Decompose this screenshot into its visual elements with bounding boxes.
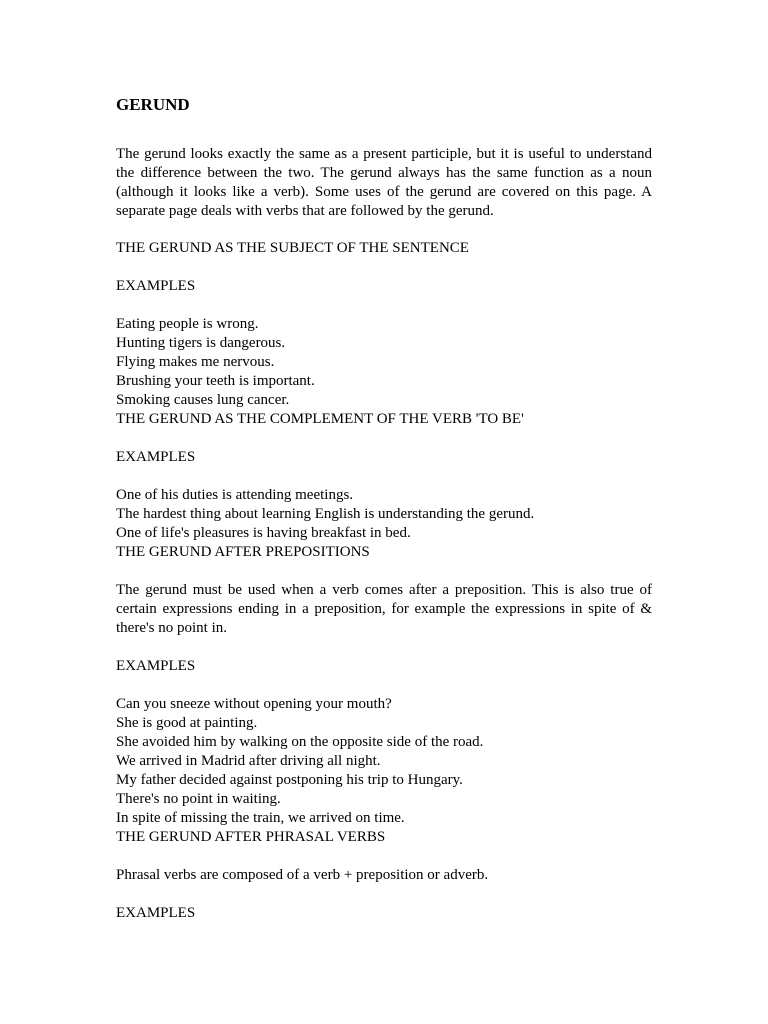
example-line: She avoided him by walking on the opposite side of the road. bbox=[116, 734, 484, 750]
examples-label: EXAMPLES bbox=[116, 449, 196, 465]
example-line: She is good at painting. bbox=[116, 715, 258, 731]
example-line: Brushing your teeth is important. bbox=[116, 373, 315, 389]
example-line: The hardest thing about learning English is understanding the gerund. bbox=[116, 506, 535, 522]
examples-label: EXAMPLES bbox=[116, 905, 196, 921]
example-line: One of life's pleasures is having breakfast in bed. bbox=[116, 525, 411, 541]
section-heading-subject: THE GERUND AS THE SUBJECT OF THE SENTENCE bbox=[116, 240, 469, 256]
section-heading-prepositions: THE GERUND AFTER PREPOSITIONS bbox=[116, 544, 370, 560]
examples-label: EXAMPLES bbox=[116, 278, 196, 294]
example-line: One of his duties is attending meetings. bbox=[116, 487, 354, 503]
section-description: Phrasal verbs are composed of a verb + preposition or adverb. bbox=[116, 867, 489, 883]
section-heading-complement: THE GERUND AS THE COMPLEMENT OF THE VERB 'TO BE' bbox=[116, 411, 524, 427]
example-line: In spite of missing the train, we arrived on time. bbox=[116, 810, 405, 826]
example-line: There's no point in waiting. bbox=[116, 791, 281, 807]
example-line: My father decided against postponing his trip to Hungary. bbox=[116, 772, 463, 788]
example-line: Eating people is wrong. bbox=[116, 316, 259, 332]
section-description: The gerund must be used when a verb comes after a preposition. This is also true of certain expressions ending in a preposition, for example the expressions in spite of & there's no point in. bbox=[116, 582, 652, 636]
section-heading-phrasal-verbs: THE GERUND AFTER PHRASAL VERBS bbox=[116, 829, 386, 845]
example-line: Hunting tigers is dangerous. bbox=[116, 335, 286, 351]
example-line: Can you sneeze without opening your mouth? bbox=[116, 696, 392, 712]
example-line: We arrived in Madrid after driving all night. bbox=[116, 753, 381, 769]
example-line: Flying makes me nervous. bbox=[116, 354, 275, 370]
example-line: Smoking causes lung cancer. bbox=[116, 392, 290, 408]
examples-label: EXAMPLES bbox=[116, 658, 196, 674]
intro-paragraph: The gerund looks exactly the same as a present participle, but it is useful to understand the difference between the two. The gerund always has the same function as a noun (although it looks like a verb). Some uses of the gerund are covered on this page. A separate page deals with verbs that are followed by the gerund. bbox=[116, 146, 652, 219]
document-title: GERUND bbox=[116, 95, 190, 114]
